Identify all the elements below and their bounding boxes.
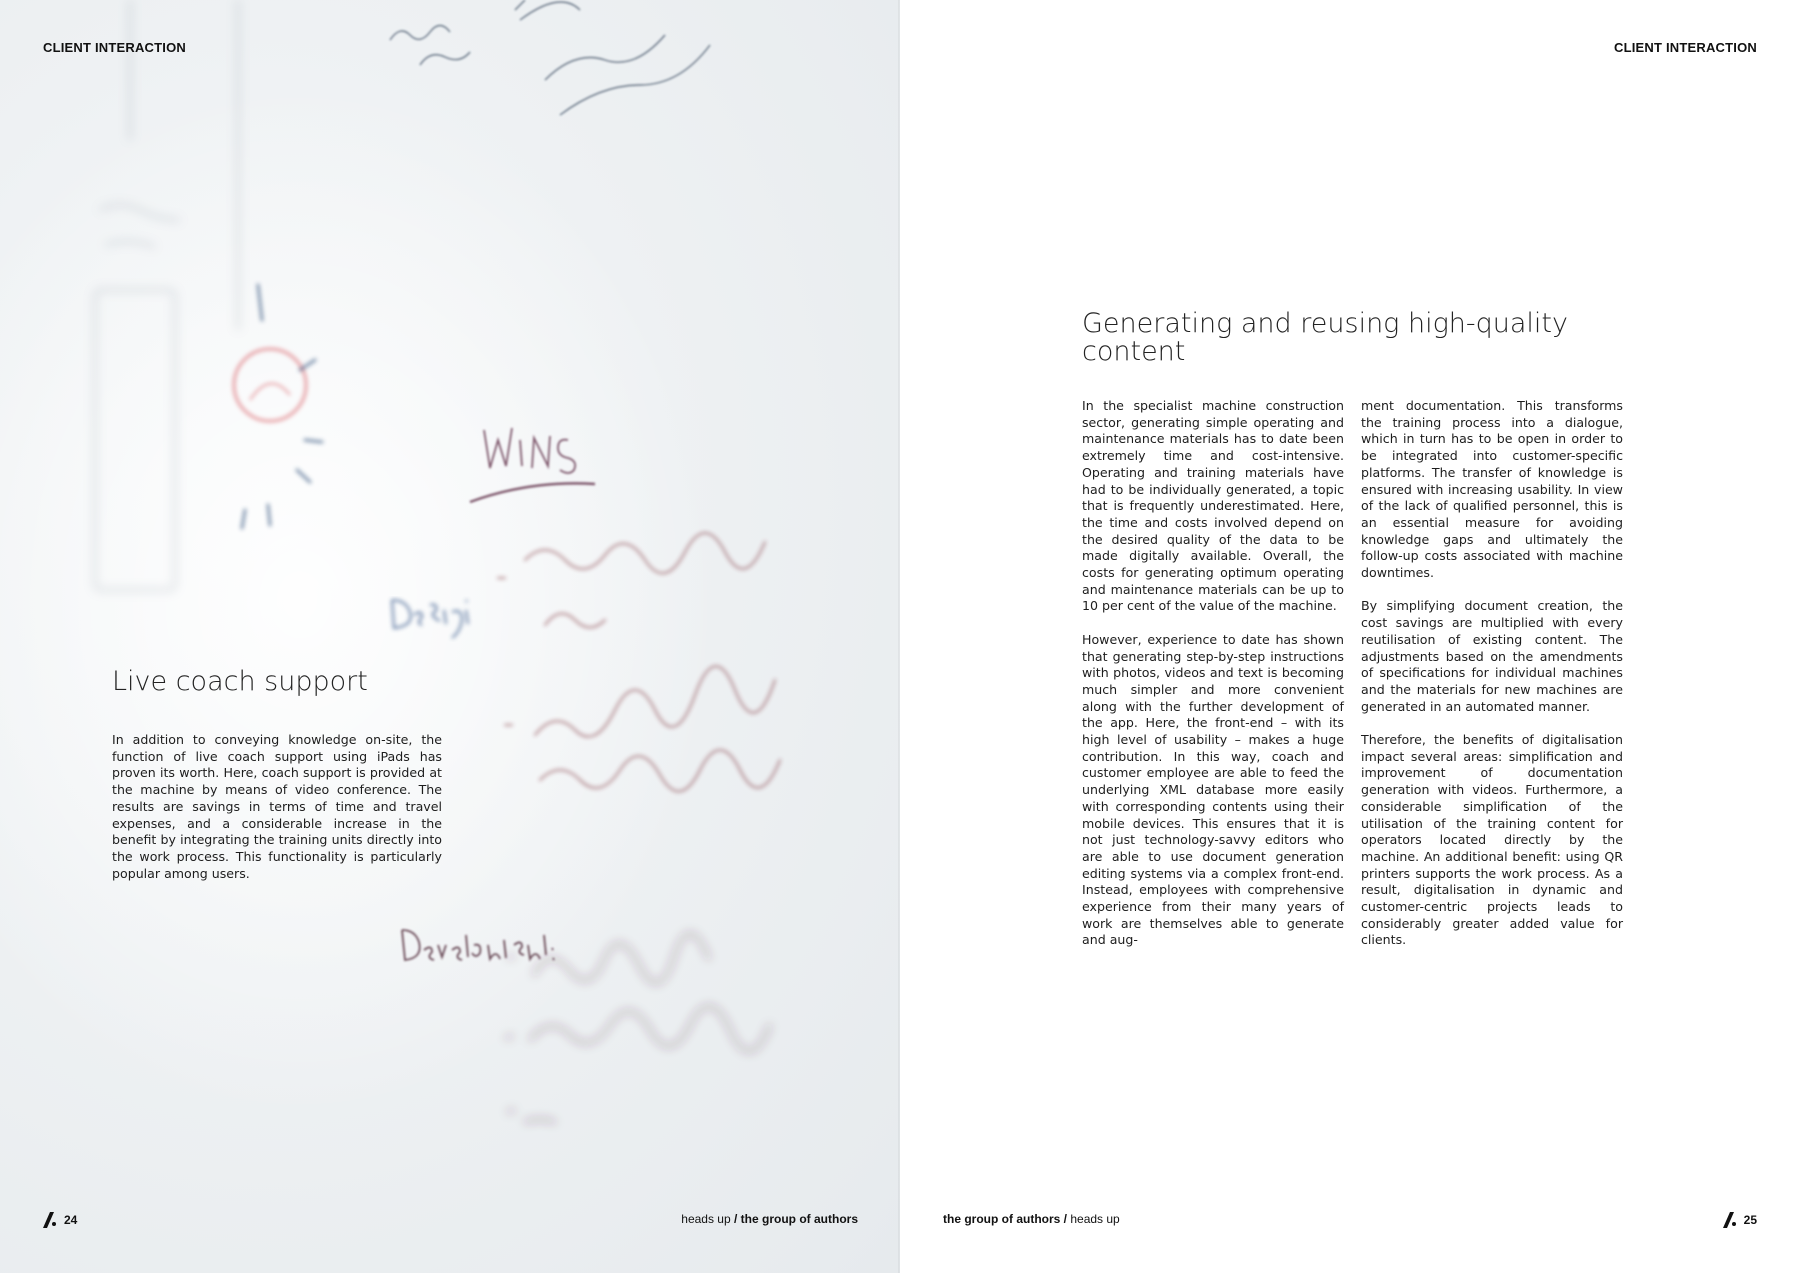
section-title: Live coach support (112, 666, 368, 697)
authors-name: the group of authors (740, 1212, 858, 1226)
text-column-2 (1361, 398, 1623, 966)
running-head: CLIENT INTERACTION (1614, 40, 1757, 55)
page-number-left (43, 1212, 77, 1228)
footer-credit (943, 1212, 1120, 1226)
right-page (900, 0, 1800, 1273)
publication-name: heads up (1070, 1212, 1120, 1226)
logo-slash-icon (43, 1212, 57, 1228)
authors-name: the group of authors (943, 1212, 1061, 1226)
publication-name: heads up (681, 1212, 731, 1226)
page-number-right (1723, 1212, 1757, 1228)
footer-separator: / (1060, 1212, 1071, 1226)
logo-slash-icon (1723, 1212, 1737, 1228)
body-paragraph: Therefore, the benefits of digitalisation impact several areas: simplification and improvement of documentation generation with videos. Furthermore, a considerable simplification of the utilisation of the training content for operators located directly by the machine. An additional benefit: using QR printers supports the work process. As a result, digitalisation in dynamic and customer-centric projects leads to considerably greater added value for clients. (1361, 732, 1623, 948)
body-paragraph: By simplifying document creation, the cost savings are multiplied with every reutilisation of existing content. The adjustments based on the amendments of specifications for individual machines and the materials for new machines are generated in an automated manner. (1361, 598, 1623, 714)
body-paragraph: In the specialist machine construction sector, generating simple operating and maintenance materials has to date been extremely time and cost-intensive. Operating and training materials have had to be individually generated, a topic that is frequently underestimated. Here, the time and costs involved depend on the desired quality of the data to be made digitally available. Overall, the costs for generating optimum operating and maintenance materials can be up to 10 per cent of the value of the machine. (1082, 398, 1344, 614)
text-column-1 (1082, 398, 1344, 966)
running-head: CLIENT INTERACTION (43, 40, 186, 55)
footer-credit (681, 1212, 858, 1226)
footer-separator: / (730, 1212, 741, 1226)
body-paragraph: However, experience to date has shown that generating step-by-step instructions with photos, videos and text is becoming much simpler and more convenient along with the further development of the app. Here, the front-end – with its high level of usability – makes a huge contribution. In this way, coach and customer employee are able to feed the underlying XML database more easily with corresponding contents using their mobile devices. This ensures that it is not just technology-savvy editors who are able to use document generation editing systems via a complex front-end. Instead, employees with comprehensive experience from their many years of work are themselves able to generate and aug- (1082, 631, 1344, 948)
section-title: Generating and reusing high-quality content (1082, 308, 1568, 368)
page-number: 24 (64, 1213, 78, 1227)
body-paragraph: In addition to conveying knowledge on-site, the function of live coach support using iPads has proven its worth. Here, coach support is provided at the machine by means of video conference. The results are savings in terms of time and travel expenses, and a considerable increase in the benefit by integrating the training units directly into the work process. This functionality is particularly popular among users. (112, 732, 442, 881)
body-paragraph: ment documentation. This transforms the training process into a dialogue, which in turn has to be open in order to be integrated into customer-specific platforms. The transfer of knowledge is ensured with increasing usability. In view of the lack of qualified personnel, this is an essential measure for avoiding knowledge gaps and ultimately the follow-up costs associated with machine downtimes. (1361, 398, 1623, 581)
page-number: 25 (1743, 1213, 1757, 1227)
